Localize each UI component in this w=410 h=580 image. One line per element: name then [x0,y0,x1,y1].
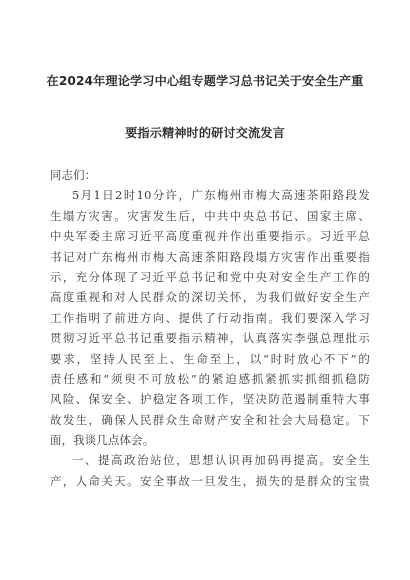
paragraph-1-line-2: 生塌方灾害。灾害发生后，中共中央总书记、国家主席、 [50,208,370,223]
paragraph-1-line-1: 5月1日2时10分许，广东梅州市梅大高速茶阳路段发 [72,188,370,203]
paragraph-1-line-4: 书记对广东梅州市梅大高速茶阳路段塌方灾害作出重要指 [50,249,370,264]
paragraph-1-line-8: 贯彻习近平总书记重要指示精神，认真落实李强总理批示 [50,331,370,346]
paragraph-2-line-1: 一、提高政治站位，思想认识再加码再提高。安全生 [72,453,370,468]
document-body [50,165,370,491]
document-title-line-1: 在2024年理论学习中心组专题学习总书记关于安全生产重 [46,74,364,88]
paragraph-1-line-10: 责任感和“须臾不可放松”的紧迫感抓紧抓实抓细抓稳防 [50,371,370,386]
paragraph-1-line-3: 中央军委主席习近平高度重视并作出重要指示。习近平总 [50,229,370,244]
paragraph-1-line-7: 工作指明了前进方向、提供了行动指南。我们要深入学习 [50,310,370,325]
paragraph-1-line-6: 高度重视和对人民群众的深切关怀，为我们做好安全生产 [50,290,370,305]
paragraph-1-line-11: 风险、保安全、护稳定各项工作，坚决防范遏制重特大事 [50,392,370,407]
paragraph-1-line-5: 示，充分体现了习近平总书记和党中央对安全生产工作的 [50,269,370,284]
document-title-line-2: 要指示精神时的研讨交流发言 [125,126,285,140]
paragraph-1-line-12: 故发生，确保人民群众生命财产安全和社会大局稳定。下 [50,412,370,427]
paragraph-1-line-13: 面，我谈几点体会。 [50,433,155,448]
paragraph-2-line-2: 产，人命关天。安全事故一旦发生，损失的是群众的宝贵 [50,473,370,488]
salutation: 同志们： [50,168,97,182]
paragraph-1-line-9: 要求，坚持人民至上、生命至上，以“时时放心不下”的 [50,351,370,366]
